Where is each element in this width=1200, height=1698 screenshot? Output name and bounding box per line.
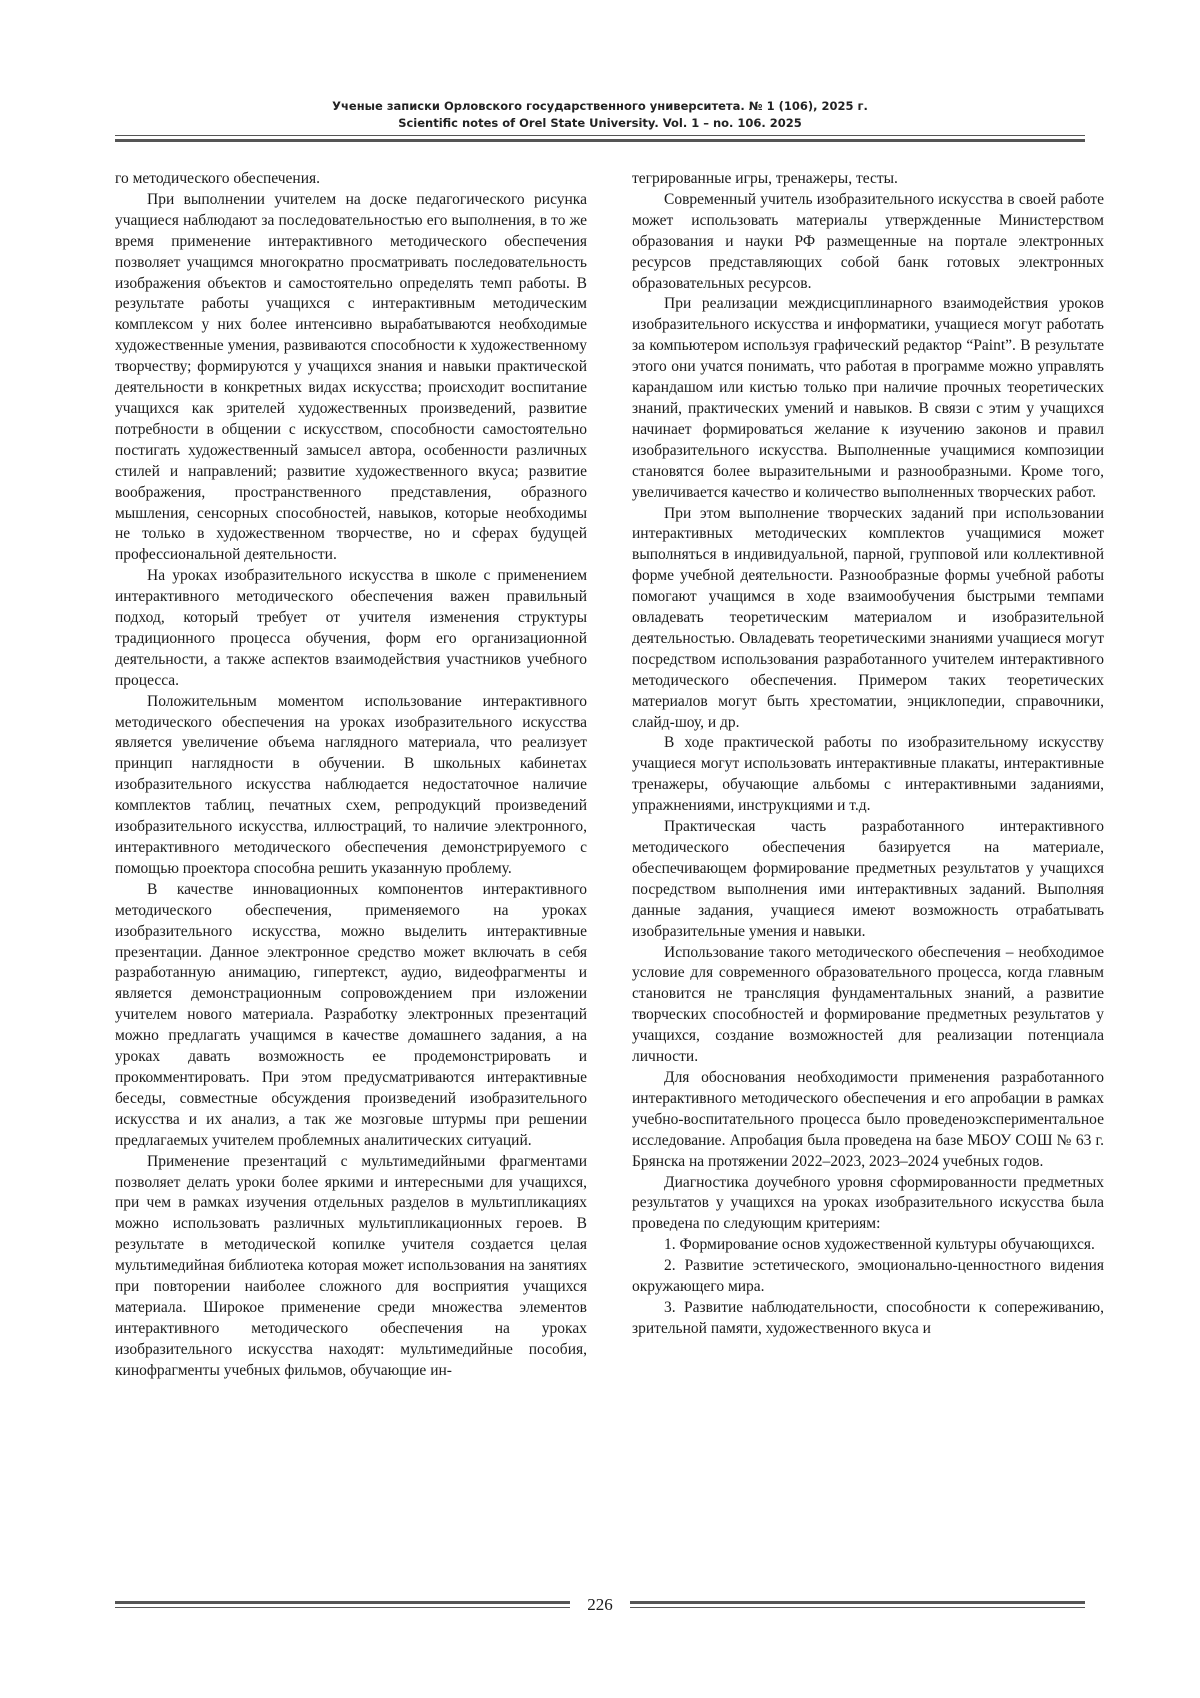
left-column: [115, 169, 587, 1382]
paragraph: При этом выполнение творческих заданий при использовании интерактивных методических комплектов учащимися может выполняться в индивидуальной, парной, групповой или коллективной форме учебной деятельности. Разнообразные формы учебной работы помогают учащимся в ходе взаимообучения быстрыми темпами овладевать теоретическим материалом и изобразительной деятельностью. Овладевать теоретическими знаниями учащиеся могут посредством использования разработанного учителем интерактивного методического обеспечения. Примером таких теоретических материалов могут быть хрестоматии, энциклопедии, справочники, слайд-шоу, и др.: [632, 504, 1104, 731]
list-item: 3. Развитие наблюдательности, способности к сопереживанию, зрительной памяти, художественного вкуса и: [632, 1298, 1104, 1337]
footer-rule-left-thin: [115, 1607, 570, 1608]
paragraph: Диагностика доучебного уровня сформированности предметных результатов у учащихся на уроках изобразительного искусства была проведена по следующим критериям:: [632, 1173, 1104, 1233]
paragraph: В качестве инновационных компонентов интерактивного методического обеспечения, применяемого на уроках изобразительного искусства, можно выделить интерактивные презентации. Данное электронное средство может включать в себя разработанную анимацию, гипертекст, аудио, видеофрагменты и является демонстрационным сопровождением при изложении учителем нового материала. Разработку электронных презентаций можно предлагать учащимся в качестве домашнего задания, а на уроках давать возможность ее продемонстрировать и прокомментировать. При этом предусматриваются интерактивные беседы, совместные обсуждения произведений изобразительного искусства и их анализ, а так же мозговые штурмы при решении предлагаемых учителем проблемных аналитических ситуаций.: [115, 880, 587, 1149]
paragraph: При реализации междисциплинарного взаимодействия уроков изобразительного искусства и информатики, учащиеся могут работать за компьютером используя графический редактор “Paint”. В результате этого они учатся понимать, что работая в программе можно управлять карандашом или кистью только при наличие прочных теоретических знаний, практических умений и навыков. В связи с этим у учащихся начинает формироваться желание к изучению законов и правил изобразительного искусства. Выполненные учащимися композиции становятся более выразительными и разнообразными. Кроме того, увеличивается качество и количество выполненных творческих работ.: [632, 295, 1104, 501]
paragraph: Применение презентаций с мультимедийными фрагментами позволяет делать уроки более яркими и интересными для учащихся, при чем в рамках изучения отдельных разделов в мультипликациях можно использовать различных мультипликационных героев. В результате в методической копилке учителя создается целая мультимедийная библиотека которая может использования на занятиях при повторении наиболее сложного для восприятия учащихся материала. Широкое применение среди множества элементов интерактивного методического обеспечения на уроках изобразительного искусства находят: мультимедийные пособия, кинофрагменты учебных фильмов, обучающие ин-: [115, 1152, 587, 1379]
paragraph: го методического обеспечения.: [115, 170, 321, 187]
page-number: 226: [587, 1595, 613, 1614]
list-item: 1. Формирование основ художественной культуры обучающихся.: [664, 1236, 1095, 1254]
paragraph: Положительным моментом использование интерактивного методического обеспечения на уроках изобразительного искусства является увеличение объема наглядного материала, что реализует принцип наглядности в обучении. В школьных кабинетах изобразительного искусства наблюдается недостаточное наличие комплектов таблиц, печатных схем, репродукций произведений изобразительного искусства, иллюстраций, то наличие электронного, интерактивного методического обеспечения демонстрируемого с помощью проектора способна решить указанную проблему.: [115, 692, 587, 877]
header-journal-title-ru: Ученые записки Орловского государственного университета. № 1 (106), 2025 г.: [332, 99, 868, 113]
footer-rule-right-thick: [630, 1601, 1085, 1604]
footer-rule-right-thin: [630, 1607, 1085, 1608]
paragraph: В ходе практической работы по изобразительному искусству учащиеся могут использовать интерактивные плакаты, интерактивные тренажеры, обучающие альбомы с интерактивными заданиями, упражнениями, инструкциями и т.д.: [632, 734, 1104, 815]
paragraph: На уроках изобразительного искусства в школе с применением интерактивного методического обеспечения важен правильный подход, который требует от учителя изменения структуры традиционного процесса обучения, форм его организационной деятельности, а также аспектов взаимодействия участников учебного процесса.: [115, 567, 587, 689]
header-rule-thin: [115, 135, 1085, 136]
header-journal-title-en: Scientific notes of Orel State University. Vol. 1 – no. 106. 2025: [398, 116, 802, 130]
paragraph: Современный учитель изобразительного искусства в своей работе может использовать материалы утвержденные Министерством образования и науки РФ размещенные на портале электронных ресурсов представляющих собой банк готовых электронных образовательных ресурсов.: [632, 190, 1104, 292]
paragraph: При выполнении учителем на доске педагогического рисунка учащиеся наблюдают за последовательностью его выполнения, в то же время применение интерактивного методического обеспечения позволяет учащимся многократно просматривать последовательность изображения объектов и самостоятельно определять темп работы. В результате работы учащихся с интерактивным методическим комплексом у них более интенсивно вырабатываются необходимые художественные умения, развиваются способности к художественному творчеству; формируются у учащихся знания и навыки практической деятельности в конкретных видах искусства; происходит воспитание учащихся как зрителей художественных произведений, развитие потребности в общении с искусством, способности самостоятельно постигать художественный замысел автора, особенности различных стилей и направлений; развитие художественного вкуса; развитие воображения, пространственного представления, образного мышления, сенсорных способностей, навыков, которые необходимы не только в художественном творчестве, но и сферах будущей профессиональной деятельности.: [115, 190, 587, 564]
list-item: 2. Развитие эстетического, эмоционально-ценностного видения окружающего мира.: [632, 1257, 1104, 1296]
paragraph: Практическая часть разработанного интерактивного методического обеспечения базируется на материале, обеспечивающем формирование предметных результатов у учащихся посредством выполнения ими интерактивных заданий. Выполняя данные задания, учащиеся имеют возможность отрабатывать изобразительные умения и навыки.: [632, 818, 1104, 940]
footer-rule-left-thick: [115, 1601, 570, 1604]
paragraph: Использование такого методического обеспечения – необходимое условие для современного образовательного процесса, когда главным становится не трансляция фундаментальных знаний, а развитие творческих способностей и формирование предметных результатов у учащихся, создание возможностей для реализации потенциала личности.: [632, 943, 1104, 1066]
header-rule-thick: [115, 139, 1085, 142]
paragraph: Для обоснования необходимости применения разработанного интерактивного методического обеспечения и его апробации в рамках учебно-воспитательного процесса было проведеноэкспериментальное исследование. Апробация была проведена на базе МБОУ СОШ № 63 г. Брянска на протяжении 2022–2023, 2023–2024 учебных годов.: [632, 1068, 1104, 1170]
paragraph: тегрированные игры, тренажеры, тесты.: [632, 170, 898, 187]
running-header: [115, 98, 1085, 132]
right-column: [632, 169, 1104, 1340]
